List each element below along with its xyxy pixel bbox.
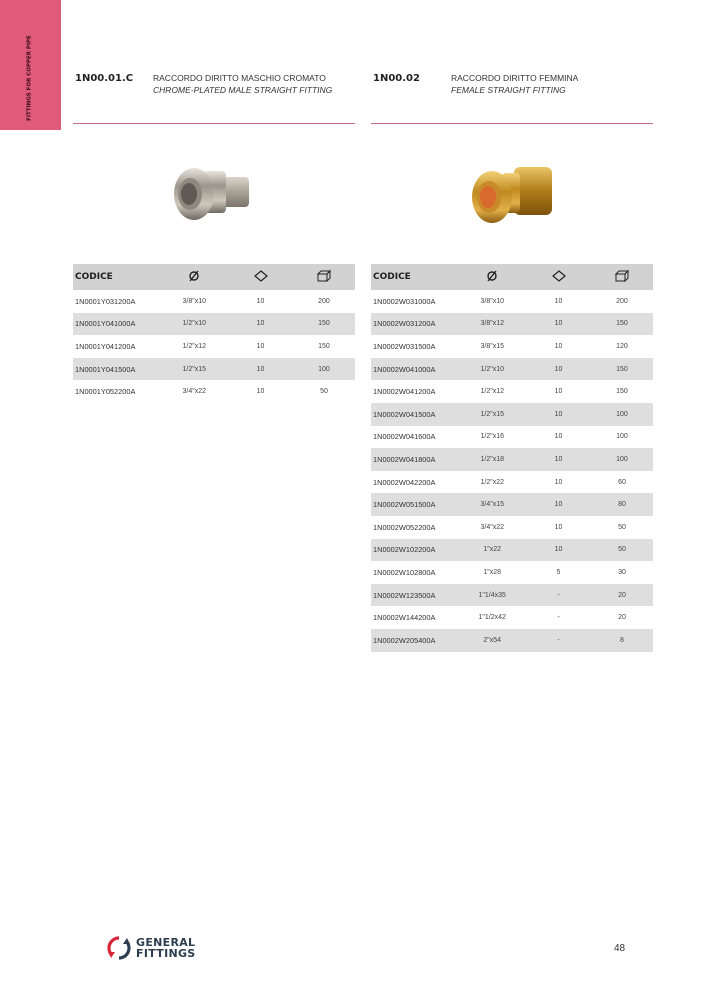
cell-box-qty: 20 (618, 614, 626, 622)
brand-logo (107, 935, 196, 961)
cell-package-qty: 10 (554, 523, 563, 531)
cell-code: 1N0001Y052200A (75, 387, 136, 397)
cell-box-qty: 200 (318, 297, 330, 305)
cell-package-qty: 10 (554, 365, 563, 373)
column-package-header (526, 264, 591, 290)
cell-package-qty: - (557, 591, 560, 599)
page-number: 48 (614, 943, 626, 954)
column-code-header: CODICE (75, 272, 113, 282)
table-row (73, 335, 355, 358)
brass-female-fitting-image (462, 159, 562, 229)
section-tab (0, 0, 61, 130)
table-row (371, 629, 653, 652)
cell-box-qty: 30 (618, 568, 626, 576)
cell-code: 1N0002W041800A (373, 454, 436, 464)
section-tab-label: FITTINGS FOR COPPER PIPE (26, 35, 33, 121)
cell-code: 1N0002W205400A (373, 635, 436, 645)
product-left (73, 70, 355, 403)
box-icon (615, 270, 629, 282)
box-icon (317, 270, 331, 282)
cell-box-qty: 150 (318, 342, 330, 350)
cell-code: 1N0001Y041200A (75, 341, 136, 351)
cell-box-qty: 100 (616, 433, 628, 441)
cell-box-qty: 50 (618, 523, 626, 531)
description-italian: RACCORDO DIRITTO FEMMINA (451, 73, 579, 83)
cell-package-qty: 10 (554, 546, 563, 554)
cell-code: 1N0002W041200A (373, 387, 436, 397)
cell-size: 1"1/4x35 (478, 591, 506, 599)
cell-box-qty: 8 (620, 636, 624, 644)
cell-size: 1"x22 (483, 546, 502, 554)
table-row (371, 606, 653, 629)
cell-code: 1N0002W102200A (373, 545, 436, 555)
product-table (73, 264, 355, 403)
cell-size: 3/4"x22 (480, 523, 504, 531)
cell-package-qty: 10 (554, 501, 563, 509)
cell-code: 1N0002W031000A (373, 296, 436, 306)
logo-wordmark (136, 937, 196, 959)
cell-box-qty: 150 (616, 365, 628, 373)
cell-package-qty: 10 (554, 388, 563, 396)
cell-code: 1N0002W031200A (373, 319, 436, 329)
cell-size: 1/2"x15 (182, 365, 206, 373)
product-table (371, 264, 653, 652)
table-row (371, 471, 653, 494)
product-code: 1N00.02 (373, 73, 420, 84)
cell-package-qty: 10 (256, 365, 265, 373)
cell-package-qty: 10 (256, 342, 265, 350)
cell-size: 1/2"x12 (182, 342, 206, 350)
cell-size: 3/8"x12 (480, 320, 504, 328)
cell-package-qty: 10 (256, 320, 265, 328)
cell-size: 3/4"x22 (182, 388, 206, 396)
cell-size: 1/2"x10 (480, 365, 504, 373)
table-row (371, 290, 653, 313)
cell-size: 1/2"x22 (480, 478, 504, 486)
cell-box-qty: 200 (616, 297, 628, 305)
cell-code: 1N0002W051500A (373, 500, 436, 510)
table-header-row (73, 264, 355, 290)
table-row (371, 335, 653, 358)
column-diameter-header (458, 264, 526, 290)
table-row (371, 313, 653, 336)
column-diameter-header (160, 264, 228, 290)
cell-box-qty: 120 (616, 342, 628, 350)
cell-package-qty: 10 (554, 433, 563, 441)
cell-box-qty: 100 (318, 365, 330, 373)
cell-code: 1N0002W052200A (373, 522, 436, 532)
cell-box-qty: 150 (318, 320, 330, 328)
table-row (371, 584, 653, 607)
table-row (371, 539, 653, 562)
cell-size: 1/2"x15 (480, 410, 504, 418)
table-header-row (371, 264, 653, 290)
table-row (73, 313, 355, 336)
cell-package-qty: 10 (554, 297, 563, 305)
product-header (73, 70, 355, 124)
cell-code: 1N0002W031500A (373, 341, 436, 351)
cell-box-qty: 150 (616, 388, 628, 396)
diameter-icon (188, 270, 200, 282)
product-code: 1N00.01.C (75, 73, 134, 84)
cell-code: 1N0001Y031200A (75, 296, 136, 306)
cell-size: 1"x28 (483, 568, 502, 576)
column-package-header (228, 264, 293, 290)
table-row (371, 426, 653, 449)
table-row (371, 516, 653, 539)
cell-package-qty: 10 (256, 388, 265, 396)
cell-box-qty: 50 (320, 388, 328, 396)
table-row (371, 448, 653, 471)
product-photo (73, 124, 355, 264)
cell-size: 3/8"x15 (480, 342, 504, 350)
table-row (371, 561, 653, 584)
table-row (73, 380, 355, 403)
cell-size: 2"x54 (483, 636, 502, 644)
cell-package-qty: 10 (256, 297, 265, 305)
cell-package-qty: 5 (556, 568, 561, 576)
description-english: CHROME-PLATED MALE STRAIGHT FITTING (153, 85, 333, 95)
product-header (371, 70, 653, 124)
logo-arrows-icon (107, 935, 131, 961)
cell-size: 1"1/2x42 (478, 614, 506, 622)
cell-box-qty: 100 (616, 455, 628, 463)
cell-box-qty: 100 (616, 410, 628, 418)
product-photo (371, 124, 653, 264)
cell-code: 1N0001Y041500A (75, 364, 136, 374)
cell-code: 1N0002W144200A (373, 613, 436, 623)
cell-box-qty: 50 (618, 546, 626, 554)
table-row (73, 358, 355, 381)
cell-package-qty: 10 (554, 478, 563, 486)
logo-line-2: FITTINGS (136, 947, 196, 960)
cell-code: 1N0002W041000A (373, 364, 436, 374)
cell-code: 1N0002W041600A (373, 432, 436, 442)
column-code-header: CODICE (373, 272, 411, 282)
logo-line-1: GENERAL (136, 936, 196, 949)
cell-size: 1/2"x10 (182, 320, 206, 328)
diameter-icon (486, 270, 498, 282)
cell-code: 1N0002W041500A (373, 409, 436, 419)
cell-size: 3/4"x15 (480, 501, 504, 509)
cell-size: 3/8"x10 (480, 297, 504, 305)
chrome-male-fitting-image (164, 159, 264, 229)
cell-package-qty: 10 (554, 455, 563, 463)
diamond-icon (254, 270, 268, 282)
product-right (371, 70, 653, 652)
column-box-header (293, 264, 355, 290)
cell-package-qty: - (557, 636, 560, 644)
cell-size: 1/2"x18 (480, 455, 504, 463)
cell-package-qty: 10 (554, 410, 563, 418)
cell-box-qty: 60 (618, 478, 626, 486)
cell-package-qty: 10 (554, 320, 563, 328)
table-row (73, 290, 355, 313)
cell-size: 1/2"x12 (480, 388, 504, 396)
table-row (371, 493, 653, 516)
table-row (371, 403, 653, 426)
cell-box-qty: 150 (616, 320, 628, 328)
cell-package-qty: 10 (554, 342, 563, 350)
description-italian: RACCORDO DIRITTO MASCHIO CROMATO (153, 73, 326, 83)
table-row (371, 380, 653, 403)
cell-size: 3/8"x10 (182, 297, 206, 305)
cell-box-qty: 80 (618, 501, 626, 509)
cell-code: 1N0002W102800A (373, 567, 436, 577)
diamond-icon (552, 270, 566, 282)
cell-code: 1N0001Y041000A (75, 319, 136, 329)
cell-size: 1/2"x16 (480, 433, 504, 441)
table-row (371, 358, 653, 381)
cell-box-qty: 20 (618, 591, 626, 599)
cell-code: 1N0002W042200A (373, 477, 436, 487)
description-english: FEMALE STRAIGHT FITTING (451, 85, 566, 95)
cell-package-qty: - (557, 614, 560, 622)
column-box-header (591, 264, 653, 290)
cell-code: 1N0002W123500A (373, 590, 436, 600)
